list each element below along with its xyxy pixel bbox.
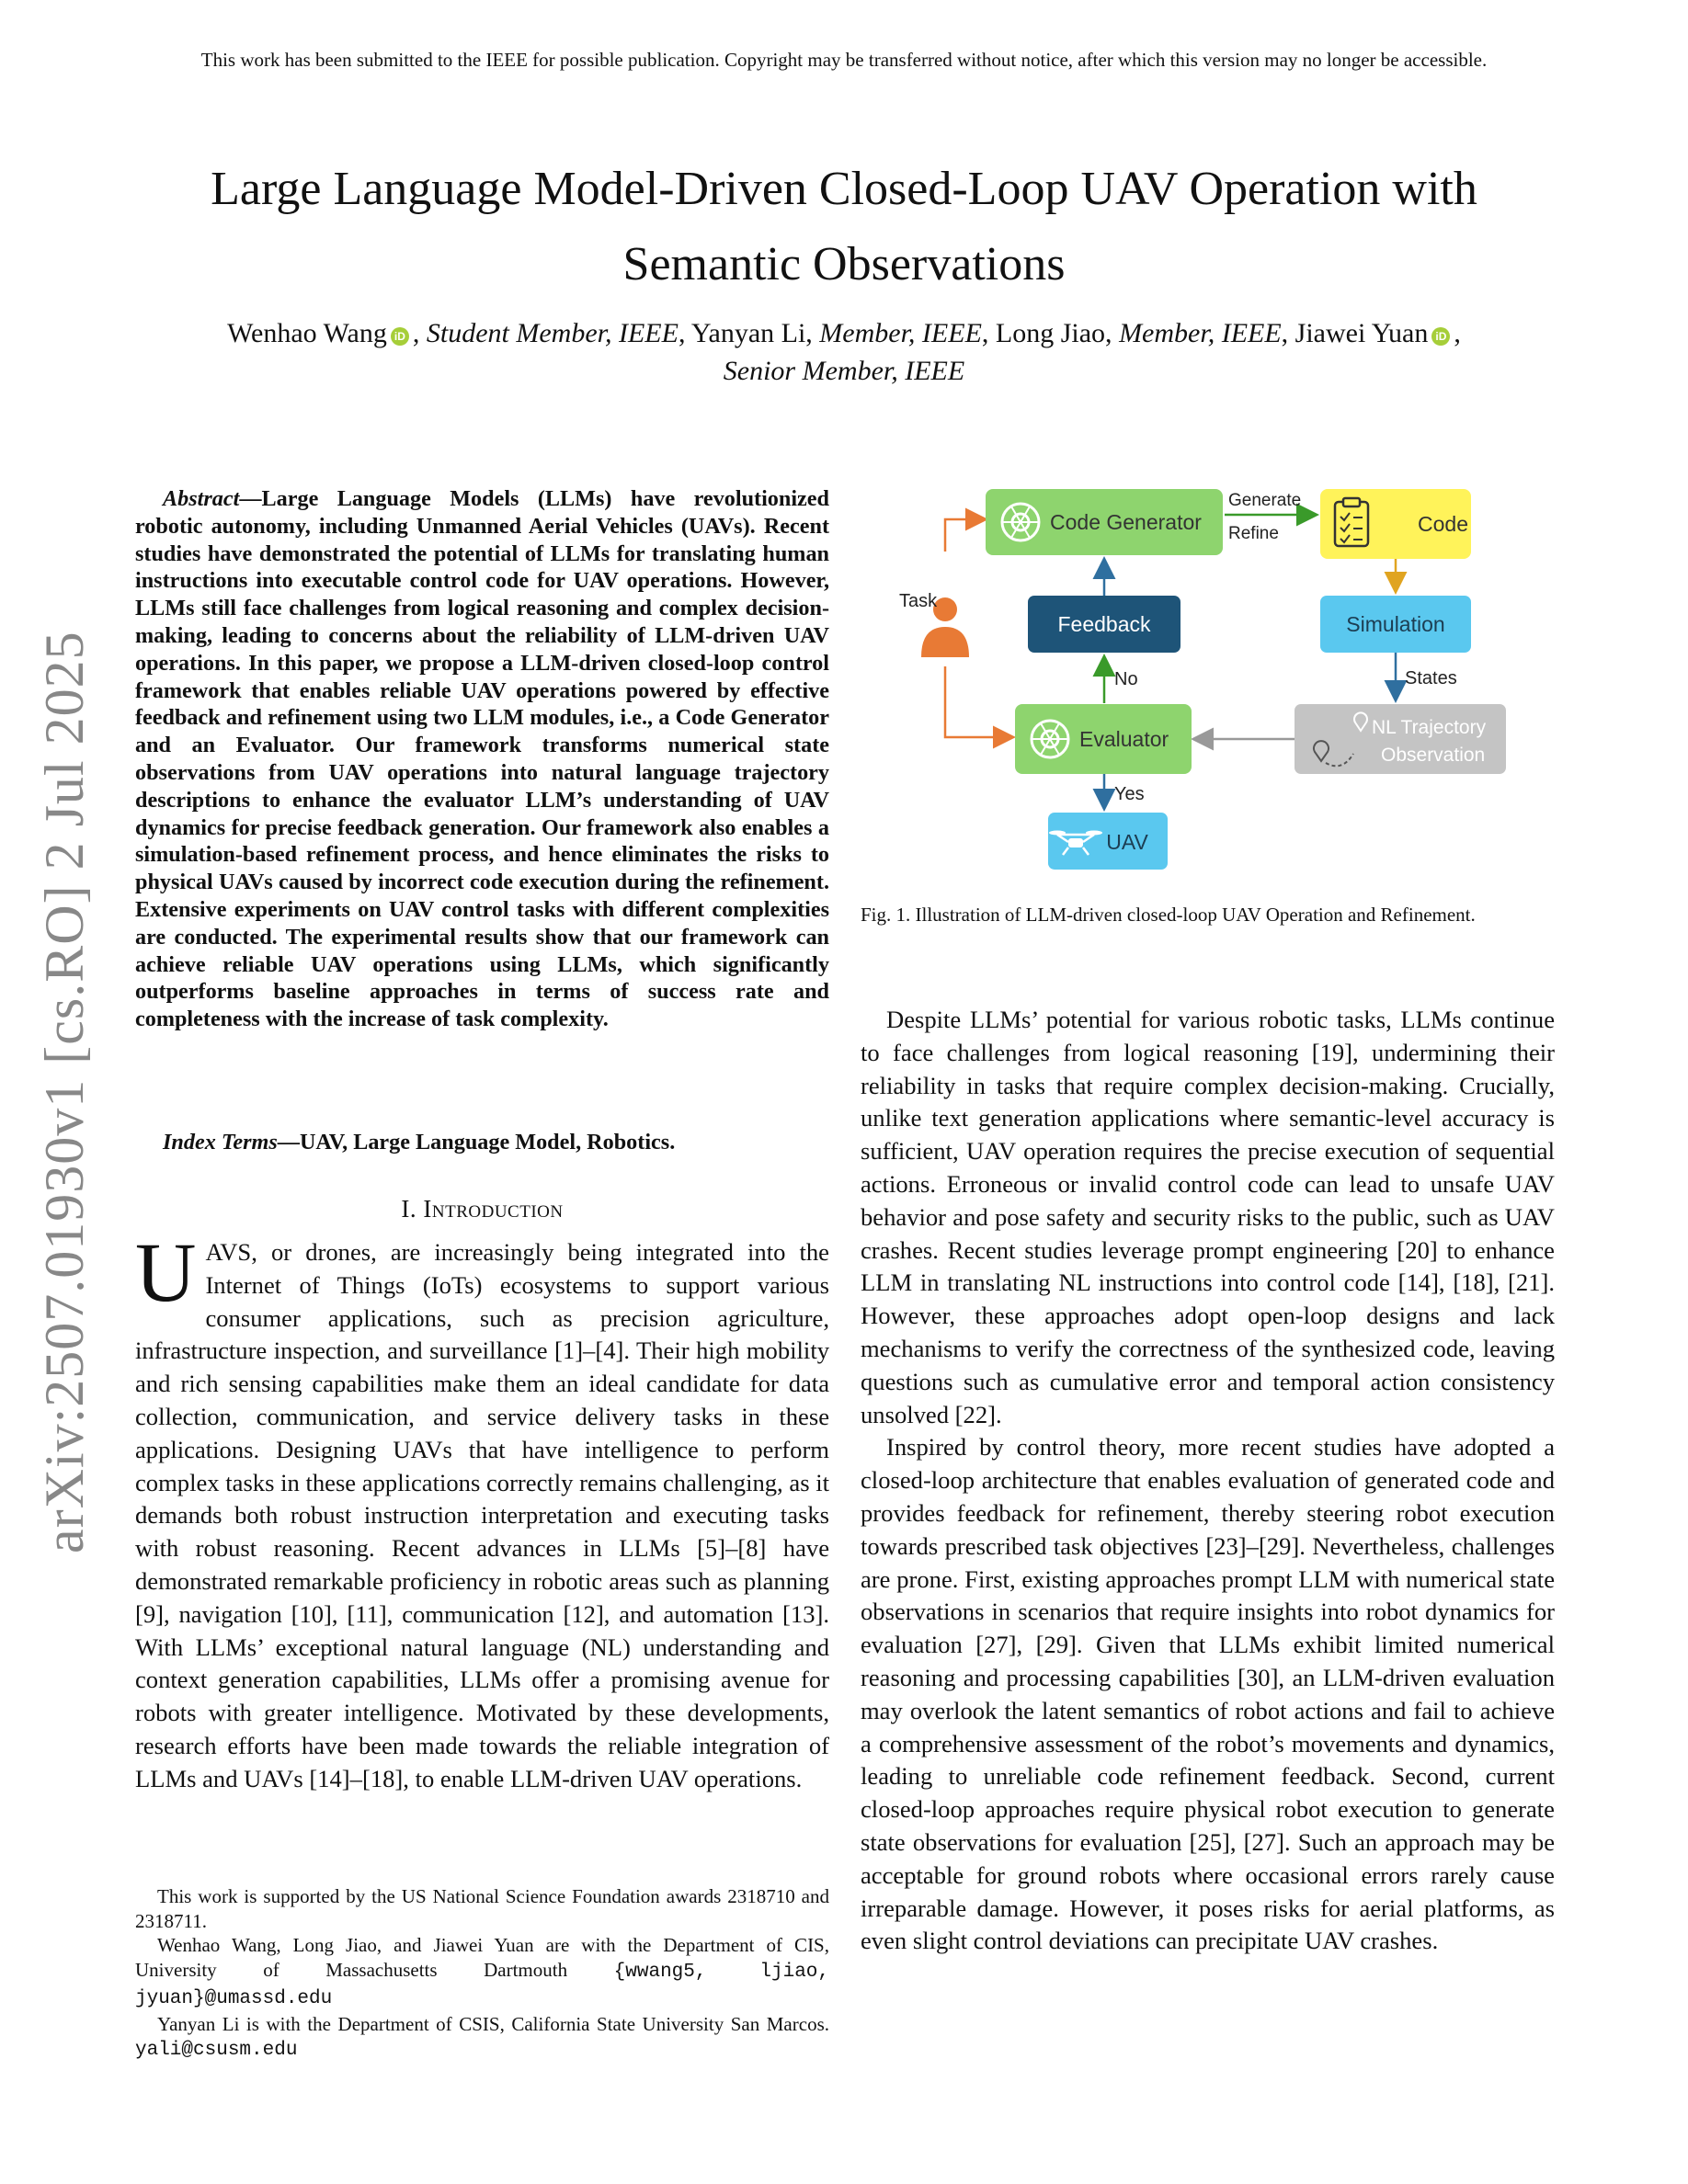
author-1-role: Student Member, IEEE bbox=[426, 318, 679, 348]
section-title: Introduction bbox=[423, 1195, 564, 1223]
figure-caption: Fig. 1. Illustration of LLM-driven closed-loop UAV Operation and Refinement. bbox=[861, 904, 1476, 926]
submission-notice: This work has been submitted to the IEEE for possible publication. Copyright may be transferred without notice, after which this version may no longer be accessible. bbox=[200, 49, 1488, 71]
index-terms-label: Index Terms bbox=[163, 1130, 278, 1155]
intro-paragraph: AVS, or drones, are increasingly being integrated into the Internet of Things (IoTs) ecosystems to support various consumer applications, such as precision agriculture, infrastructure inspection, and surveillance [1]–[4]. Their high mobility and rich sensing capabilities make them an ideal candidate for data collection, communication, and service delivery tasks in these applications. Designing UAVs that have intelligence to perform complex tasks in these applications correctly remains challenging, as it demands both robust instruction interpretation and executing tasks with robust reasoning. Recent advances in LLMs [5]–[8] have demonstrated remarkable proficiency in robotic areas such as planning [9], navigation [10], [11], communication [12], and automation [13]. With LLMs’ exceptional natural language (NL) understanding and context generation capabilities, LLMs offer a promising avenue for robots with greater intelligence. Motivated by these developments, research efforts have been made towards the reliable integration of LLMs and UAVs [14]–[18], to enable LLM-driven UAV operations. bbox=[135, 1238, 829, 1792]
author-list: Wenhao Wang iD , Student Member, IEEE, Yanyan Li, Member, IEEE, Long Jiao, Member, IEEE, Jiawei Yuan iD , Senior Member, IEEE bbox=[227, 318, 1461, 386]
author-4: Jiawei Yuan bbox=[1295, 318, 1429, 348]
section-heading bbox=[135, 1193, 829, 1224]
footnote-affiliation-1: Wenhao Wang, Long Jiao, and Jiawei Yuan are with the Department of CIS, University of Massachusetts Dartmouth {wwang5, ljiao, jyuan}@umassd.edu bbox=[135, 1934, 830, 2009]
task-arrow-to-evaluator bbox=[945, 666, 1011, 737]
task-label: Task bbox=[899, 591, 938, 611]
abstract-text: —Large Language Models (LLMs) have revolutionized robotic autonomy, including Unmanned Aerial Vehicles (UAVs). Recent studies have demonstrated the potential of LLMs for translating human instructions into executable control code for UAV operations. However, LLMs still face challenges from logical reasoning and complex decision-making, leading to concerns about the reliability of LLM-driven UAV operations. In this paper, we propose a LLM-driven closed-loop control framework that enables reliable UAV operations powered by effective feedback and refinement using two LLM modules, i.e., a Code Generator and an Evaluator. Our framework transforms numerical state observations from UAV operations into natural language trajectory descriptions to enhance the evaluator LLM’s understanding of UAV dynamics for precise feedback generation. Our framework also enables a simulation-based refinement process, and hence eliminates the risks to physical UAVs caused by incorrect code execution during the refinement. Extensive experiments on UAV control tasks with different complexities are conducted. The experimental results show that our framework can achieve reliable UAV operations using LLMs, which significantly outperforms baseline approaches in terms of success rate and completeness with the increase of task complexity. bbox=[135, 486, 829, 1032]
nl-observation-line-2: Observation bbox=[1381, 745, 1486, 766]
title-line-2: Semantic Observations bbox=[622, 238, 1066, 290]
footnote-funding: This work is supported by the US National Science Foundation awards 2318710 and 2318711. bbox=[135, 1885, 829, 1932]
figure-1-diagram bbox=[883, 478, 1526, 873]
orcid-icon[interactable]: iD bbox=[391, 327, 409, 346]
section-number: I. bbox=[401, 1195, 424, 1223]
generate-label: Generate bbox=[1228, 491, 1302, 510]
index-terms-text: —UAV, Large Language Model, Robotics. bbox=[277, 1130, 676, 1155]
index-terms bbox=[135, 1129, 829, 1156]
orcid-icon[interactable]: iD bbox=[1431, 327, 1450, 346]
abstract bbox=[135, 485, 829, 1033]
right-column-text bbox=[861, 1004, 1555, 1958]
abstract-label: Abstract bbox=[163, 486, 240, 511]
introduction-text bbox=[135, 1225, 829, 1796]
footnote-affiliation-2: Yanyan Li is with the Department of CSIS, California State University San Marcos. yali@csusm.edu bbox=[135, 2012, 829, 2061]
refine-label: Refine bbox=[1228, 524, 1279, 543]
task-arrow-to-generator bbox=[945, 519, 984, 552]
uav-label: UAV bbox=[1106, 830, 1148, 854]
author-2: Yanyan Li, bbox=[690, 318, 813, 348]
author-3-role: Member, IEEE bbox=[1119, 318, 1282, 348]
author-1: Wenhao Wang bbox=[227, 318, 387, 348]
drop-cap: U bbox=[135, 1225, 197, 1319]
author-4-role: Senior Member, IEEE bbox=[723, 356, 965, 386]
author-3: Long Jiao, bbox=[995, 318, 1112, 348]
author-2-role: Member, IEEE bbox=[819, 318, 982, 348]
paragraph: Inspired by control theory, more recent studies have adopted a closed-loop architecture that enables evaluation of generated code and provides feedback for refinement, thereby steering robot execution towards prescribed task objectives [23]–[29]. Nevertheless, challenges are prone. First, existing approaches prompt LLM with numerical state observations in scenarios that require insights into robot dynamics for evaluation [27], [29]. Given that LLMs exhibit limited numerical reasoning and processing capabilities [30], an LLM-driven evaluation may overlook the latent semantics of robot actions and fail to achieve a comprehensive assessment of the robot’s movements and dynamics, leading to unreliable code refinement feedback. Second, current closed-loop approaches require physical robot execution to generate state observations for evaluation [25], [27]. Such an approach may be acceptable for ground robots where occasional errors rarely cause irreparable damage. However, it poses risks for aerial platforms, as even slight control deviations can precipitate UAV crashes. bbox=[861, 1433, 1555, 1955]
evaluator-label: Evaluator bbox=[1079, 727, 1169, 751]
nl-observation-line-1: NL Trajectory bbox=[1372, 717, 1487, 738]
footnotes bbox=[135, 1884, 829, 2064]
feedback-label: Feedback bbox=[1057, 612, 1151, 636]
no-label: No bbox=[1114, 669, 1138, 689]
yes-label: Yes bbox=[1114, 784, 1145, 804]
code-label: Code bbox=[1418, 512, 1468, 536]
arxiv-stamp[interactable]: arXiv:2507.01930v1 [cs.RO] 2 Jul 2025 bbox=[34, 631, 95, 1553]
paper-title bbox=[92, 152, 1596, 302]
email-link[interactable]: {wwang5, ljiao, jyuan}@umassd.edu bbox=[135, 1961, 830, 2009]
title-line-1: Large Language Model-Driven Closed-Loop UAV Operation with bbox=[211, 163, 1477, 215]
simulation-label: Simulation bbox=[1346, 612, 1445, 636]
code-generator-label: Code Generator bbox=[1050, 510, 1202, 534]
paragraph: Despite LLMs’ potential for various robotic tasks, LLMs continue to face challenges from logical reasoning [19], undermining their reliability in tasks that require complex decision-making. Crucially, unlike text generation applications where semantic-level accuracy is sufficient, UAV operation requires the precise execution of sequential actions. Erroneous or invalid control code can lead to unsafe UAV behavior and pose safety and security risks to the public, such as UAV crashes. Recent studies leverage prompt engineering [20] to enhance LLM in translating NL instructions into control code [14], [18], [21]. However, these approaches adopt open-loop designs and lack mechanisms to verify the correctness of the synthesized code, leaving questions such as cumulative error and temporal action consistency unsolved [22]. bbox=[861, 1006, 1555, 1428]
states-label: States bbox=[1405, 668, 1457, 688]
email-link[interactable]: yali@csusm.edu bbox=[135, 2040, 298, 2061]
